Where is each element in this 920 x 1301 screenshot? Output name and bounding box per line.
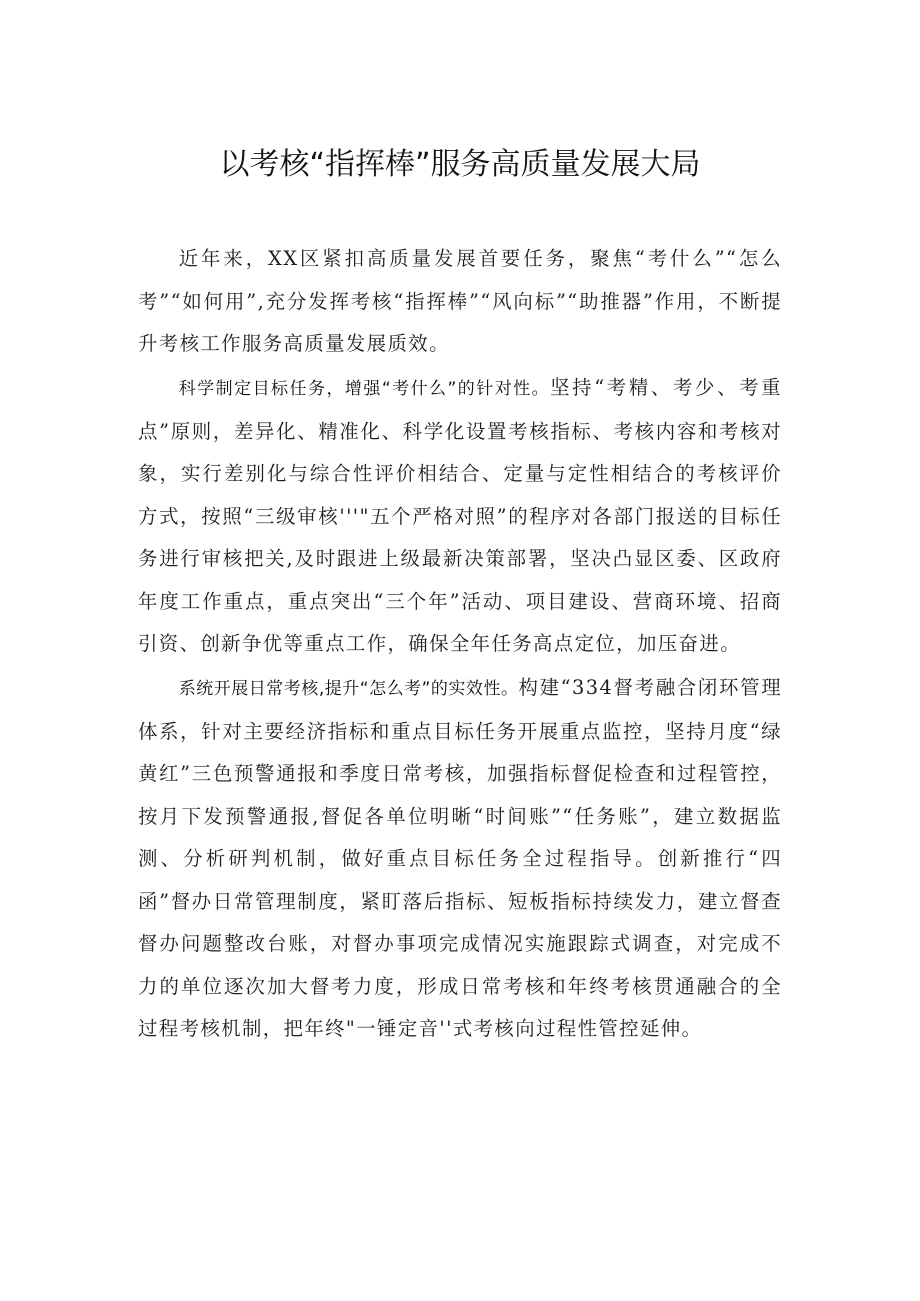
section-2-paragraph <box>138 667 782 1051</box>
document-body <box>138 238 782 1051</box>
section-1-paragraph <box>138 367 782 666</box>
intro-paragraph: 近年来，XX区紧扣高质量发展首要任务，聚焦“考什么”“怎么考”“如何用”,充分发挥考核“指挥棒”“风向标”“助推器”作用，不断提升考核工作服务高质量发展质效。 <box>138 247 782 355</box>
section-1-heading: 科学制定目标任务，增强“考什么”的针对性。 <box>178 379 551 399</box>
document-title: 以考核“指挥棒”服务高质量发展大局 <box>219 147 701 182</box>
section-2-body: 构建“334督考融合闭环管理体系，针对主要经济指标和重点目标任务开展重点监控，坚持月度“绿黄红”三色预警通报和季度日常考核，加强指标督促检查和过程管控，按月下发预警通报,督促各单位明晰“时间账”“任务账”，建立数据监测、分析研判机制，做好重点目标任务全过程指导。创新推行“四函”督办日常管理制度，紧盯落后指标、短板指标持续发力，建立督查督办问题整改台账，对督办事项完成情况实施跟踪式调查，对完成不力的单位逐次加大督考力度，形成日常考核和年终考核贯通融合的全过程考核机制，把年终"一锤定音''式考核向过程性管控延伸。 <box>138 676 782 1040</box>
section-2-heading: 系统开展日常考核,提升“怎么考”的实效性。 <box>178 679 519 699</box>
section-1-body: 坚持“考精、考少、考重点”原则，差异化、精准化、科学化设置考核指标、考核内容和考核对象，实行差别化与综合性评价相结合、定量与定性相结合的考核评价方式，按照“三级审核'''"五个严格对照”的程序对各部门报送的目标任务进行审核把关,及时跟进上级最新决策部署，坚决凸显区委、区政府年度工作重点，重点突出“三个年”活动、项目建设、营商环境、招商引资、创新争优等重点工作，确保全年任务高点定位，加压奋进。 <box>138 376 782 655</box>
